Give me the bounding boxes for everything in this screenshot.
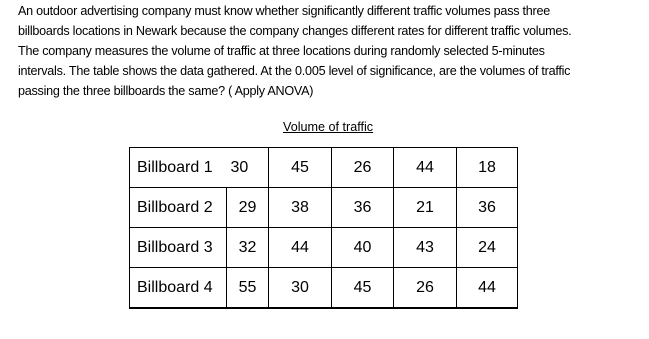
row-label: Billboard 3 <box>130 228 227 268</box>
table-cell: 44 <box>269 228 332 268</box>
table-cell: 26 <box>332 148 394 188</box>
problem-line: The company measures the volume of traffic at three locations during randomly selected 5-minutes <box>18 44 545 58</box>
table-cell: 43 <box>394 228 457 268</box>
table-cell: 24 <box>457 228 518 268</box>
problem-statement <box>18 1 646 101</box>
table-row <box>130 148 518 188</box>
empty-cell <box>457 308 518 309</box>
table-cell: 36 <box>332 188 394 228</box>
table-cell: 30 <box>227 148 269 188</box>
table-cell: 44 <box>394 148 457 188</box>
table-cell: 40 <box>332 228 394 268</box>
table-cell: 30 <box>269 268 332 308</box>
table-cell: 21 <box>394 188 457 228</box>
table-cell: 29 <box>227 188 269 228</box>
table-row-empty <box>130 308 518 309</box>
empty-cell <box>227 308 269 309</box>
empty-cell <box>269 308 332 309</box>
table-cell: 32 <box>227 228 269 268</box>
table-row <box>130 228 518 268</box>
row-label: Billboard 1 <box>130 148 227 188</box>
problem-line: An outdoor advertising company must know whether significantly different traffic volumes pass three <box>18 4 550 18</box>
table-cell: 38 <box>269 188 332 228</box>
table-row <box>130 188 518 228</box>
table-cell: 18 <box>457 148 518 188</box>
table-caption: Volume of traffic <box>283 120 374 134</box>
row-label: Billboard 4 <box>130 268 227 308</box>
table-cell: 45 <box>332 268 394 308</box>
table-cell: 26 <box>394 268 457 308</box>
problem-line: intervals. The table shows the data gathered. At the 0.005 level of significance, are the volumes of traffic <box>18 64 571 78</box>
problem-line: billboards locations in Newark because the company changes different rates for different traffic volumes. <box>18 24 572 38</box>
table-cell: 55 <box>227 268 269 308</box>
problem-line: passing the three billboards the same? ( Apply ANOVA) <box>18 84 314 98</box>
table-row <box>130 268 518 308</box>
row-label: Billboard 2 <box>130 188 227 228</box>
table-cell: 44 <box>457 268 518 308</box>
traffic-volume-table <box>129 147 518 309</box>
empty-cell <box>394 308 457 309</box>
table-cell: 36 <box>457 188 518 228</box>
empty-cell <box>332 308 394 309</box>
table-cell: 45 <box>269 148 332 188</box>
empty-cell <box>130 308 227 309</box>
